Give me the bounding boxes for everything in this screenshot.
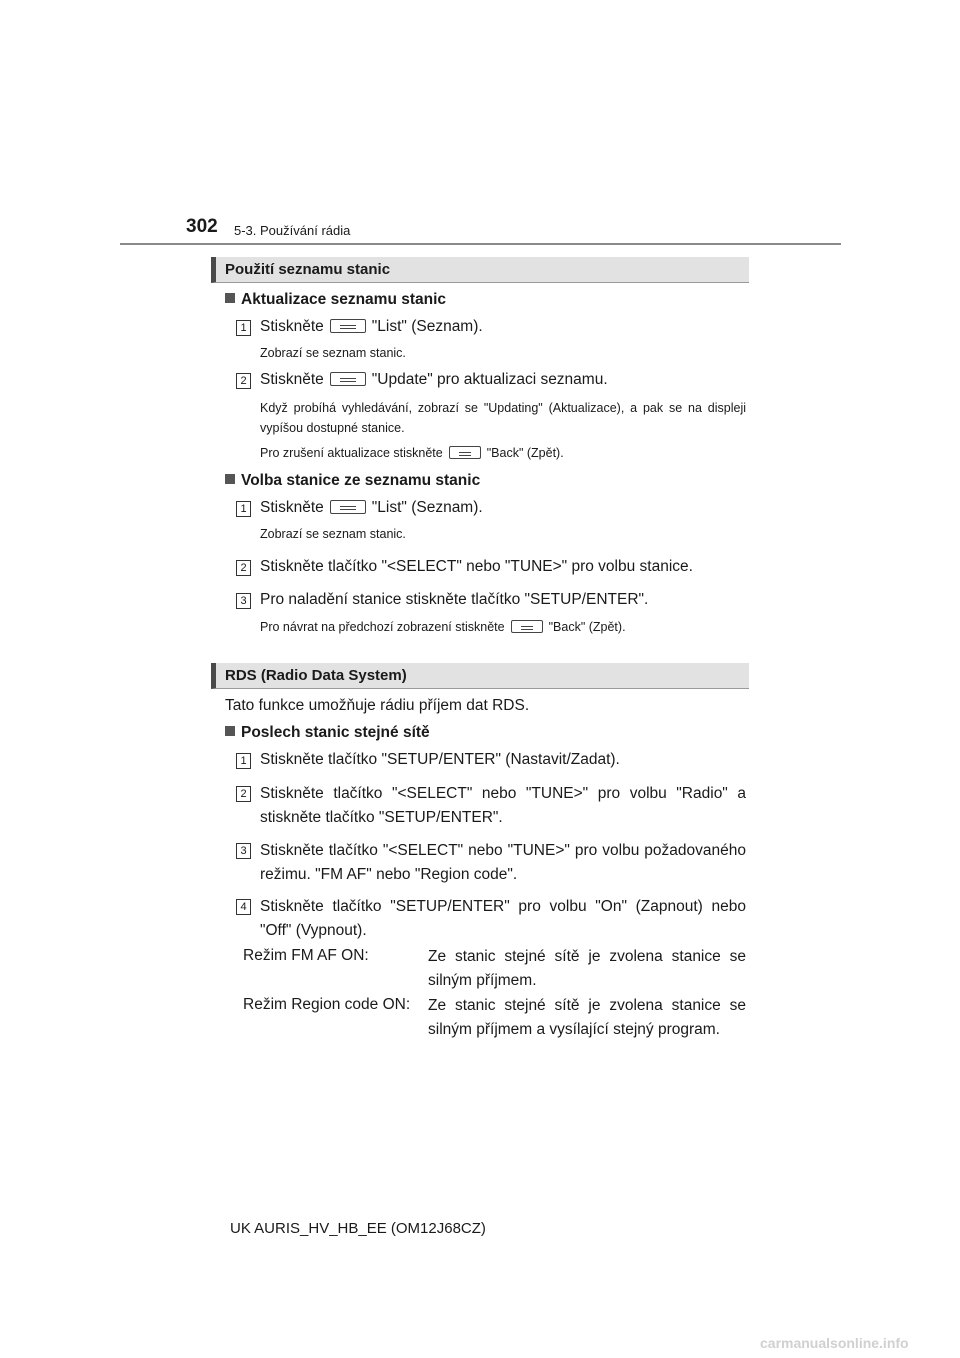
screen-button-icon bbox=[449, 446, 481, 459]
step-note: Zobrazí se seznam stanic. bbox=[260, 346, 406, 360]
step-number: 1 bbox=[236, 320, 251, 336]
step-number: 3 bbox=[236, 593, 251, 609]
step-number: 3 bbox=[236, 843, 251, 859]
subheading-text: Aktualizace seznamu stanic bbox=[241, 291, 447, 308]
square-bullet-icon bbox=[225, 293, 235, 303]
subheading-text: Poslech stanic stejné sítě bbox=[241, 724, 430, 741]
step-text: Stiskněte "List" (Seznam). bbox=[260, 318, 483, 335]
subheading-update-list bbox=[225, 291, 446, 309]
step-note: Pro návrat na předchozí zobrazení stiskněte "Back" (Zpět). bbox=[260, 620, 626, 634]
step-text: Stiskněte tlačítko "<SELECT" nebo "TUNE>" pro volbu požadovaného režimu. "FM AF" nebo "Region code". bbox=[260, 842, 746, 883]
section-label: 5-3. Používání rádia bbox=[234, 223, 351, 238]
section-heading-station-list bbox=[211, 257, 749, 283]
screen-button-icon bbox=[511, 620, 543, 633]
step-text: Stiskněte tlačítko "<SELECT" nebo "TUNE>" pro volbu stanice. bbox=[260, 558, 693, 575]
mode-label: Režim FM AF ON: bbox=[243, 947, 369, 964]
mode-label: Režim Region code ON: bbox=[243, 996, 411, 1013]
step-text: Stiskněte tlačítko "<SELECT" nebo "TUNE>" pro volbu "Radio" a stiskněte tlačítko "SETUP/ENTER". bbox=[260, 785, 746, 826]
screen-button-icon bbox=[330, 319, 366, 333]
step-text: Stiskněte "List" (Seznam). bbox=[260, 499, 483, 516]
header-divider bbox=[120, 243, 841, 245]
square-bullet-icon bbox=[225, 726, 235, 736]
step-text: Stiskněte "Update" pro aktualizaci seznamu. bbox=[260, 371, 608, 388]
screen-button-icon bbox=[330, 372, 366, 386]
screen-button-icon bbox=[330, 500, 366, 514]
footer-model-code: UK AURIS_HV_HB_EE (OM12J68CZ) bbox=[230, 1220, 486, 1237]
watermark: carmanualsonline.info bbox=[760, 1335, 909, 1351]
step-text: Stiskněte tlačítko "SETUP/ENTER" pro volbu "On" (Zapnout) nebo "Off" (Vypnout). bbox=[260, 898, 746, 939]
section-heading-rds bbox=[211, 663, 749, 689]
step-note: Zobrazí se seznam stanic. bbox=[260, 527, 406, 541]
step-number: 1 bbox=[236, 501, 251, 517]
mode-description: Ze stanic stejné sítě je zvolena stanice se silným příjmem a vysílající stejný program. bbox=[428, 997, 746, 1038]
subheading-same-network bbox=[225, 724, 430, 742]
step-number: 4 bbox=[236, 899, 251, 915]
subheading-text: Volba stanice ze seznamu stanic bbox=[241, 472, 481, 489]
section-heading-text: Použití seznamu stanic bbox=[225, 261, 391, 278]
step-number: 2 bbox=[236, 560, 251, 576]
step-number: 1 bbox=[236, 753, 251, 769]
square-bullet-icon bbox=[225, 474, 235, 484]
step-note-cancel: Pro zrušení aktualizace stiskněte "Back" (Zpět). bbox=[260, 446, 564, 460]
mode-description: Ze stanic stejné sítě je zvolena stanice se silným příjmem. bbox=[428, 948, 746, 989]
section-heading-text: RDS (Radio Data System) bbox=[225, 667, 407, 684]
subheading-select-station bbox=[225, 472, 480, 490]
step-number: 2 bbox=[236, 786, 251, 802]
intro-text: Tato funkce umožňuje rádiu příjem dat RDS. bbox=[225, 697, 530, 714]
step-text: Pro naladění stanice stiskněte tlačítko "SETUP/ENTER". bbox=[260, 591, 649, 608]
page-number: 302 bbox=[186, 216, 218, 237]
step-note: Když probíhá vyhledávání, zobrazí se "Updating" (Aktualizace), a pak se na displeji vypíšou dostupné stanice. bbox=[260, 401, 746, 435]
step-number: 2 bbox=[236, 373, 251, 389]
step-text: Stiskněte tlačítko "SETUP/ENTER" (Nastavit/Zadat). bbox=[260, 751, 620, 768]
